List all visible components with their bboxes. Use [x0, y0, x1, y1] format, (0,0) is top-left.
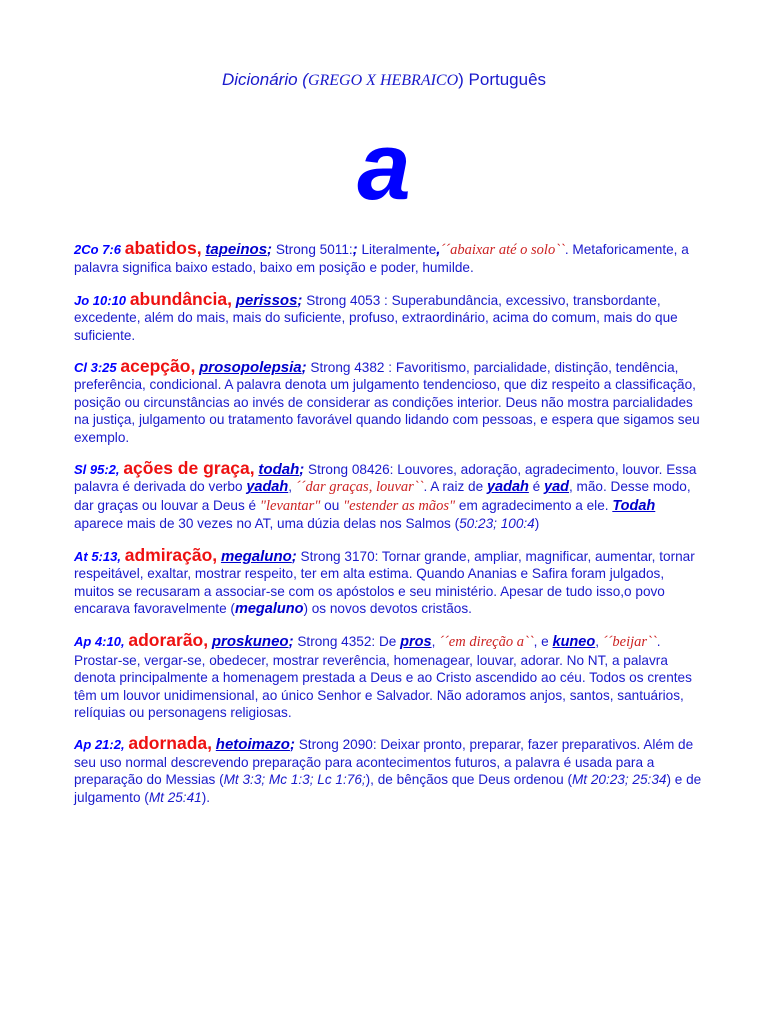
entry-text: , mão. Desse modo, dar graças ou louvar a Deus é [74, 479, 691, 513]
entry-text: ) os novos devotos cristãos. [303, 600, 472, 616]
entry-acepcao [74, 358, 704, 446]
entry-text: Strong 4382 : Favoritismo, parcialidade, distinção, tendência, preferência, condicional. A palavra denota um julgamento tendencioso, que diz respeito a classificação, posição ou circunstâncias ao invés de considerar as condições interior. Deus não mostra parcialidades na justiça, julgamento ou tratamento favorável quando lidando com pessoas, e espera que sigamos seu exemplo. [74, 360, 700, 445]
entry-admiracao [74, 544, 704, 619]
entry-text: Strong 2090: Deixar pronto, preparar, fazer preparativos. Além de seu uso normal descrevendo preparação para acontecimentos futuros, a palavra é usada para a preparação do Messias ( [74, 737, 694, 788]
entry-semicolon: ; [288, 633, 294, 651]
entry-references: 50:23; 100:4 [459, 516, 535, 532]
entry-reference: Jo 10:10 [74, 292, 127, 308]
entry-abatidos [74, 240, 704, 277]
entry-comma: , [436, 241, 441, 258]
entry-quote: ´´beijar`` [602, 634, 657, 651]
entry-original-word: proskuneo [211, 633, 289, 651]
entry-word: yadah [486, 479, 529, 496]
entry-headword: adornada, [128, 733, 212, 754]
entry-original-word: prosopolepsia [199, 359, 302, 377]
entry-quote: ´´em direção a`` [439, 634, 534, 651]
entry-word: yad [544, 479, 569, 496]
entry-text: , e [533, 634, 553, 650]
entry-headword: abundância, [129, 288, 232, 309]
entry-text: ou [320, 497, 344, 513]
entry-reference: Ap 21:2, [74, 737, 125, 753]
entry-text: . Prostar-se, vergar-se, obedecer, mostrar reverência, homenagear, louvar, adorar. No NT, a palavra denota principalmente a homenagem prestada a Deus e ao Cristo ascendido ao céu. Todos os crentes têm um louvor unidimensional, ao único Senhor e Salvador. Não adoramos anjos, santos, santuários, relíquias ou personagens religiosas. [74, 634, 692, 720]
entry-text: aparece mais de 30 vezes no AT, uma dúzia delas nos Salmos ( [74, 516, 460, 532]
entry-text: Literalmente [357, 242, 437, 257]
entry-semicolon-2: ; [352, 241, 358, 258]
entry-semicolon: ; [291, 547, 297, 565]
entry-adornada [74, 735, 704, 806]
entry-text: , [431, 634, 440, 650]
entry-references: Mt 20:23; 25:34 [571, 772, 667, 788]
entry-original-word: megaluno [220, 547, 292, 565]
entry-text: , [288, 479, 296, 495]
entry-quote: ´´dar graças, louvar`` [295, 479, 424, 496]
entry-headword: adorarão, [128, 630, 209, 651]
entry-text: ), de bênçãos que Deus ordenou ( [365, 772, 572, 788]
entry-text: Strong 4053 : Superabundância, excessivo, transbordante, excedente, além do mais, mais do suficiente, profuso, extraordinário, acima do comum, mais do que suficiente. [74, 292, 678, 343]
entry-text: Strong 3170: Tornar grande, ampliar, magnificar, aumentar, tornar respeitável, exaltar, mostrar respeito, ter em alta estima. Quando Ananias e Safira foram julgados, muitos se recusaram a associar-se com os apóstolos e seu ministério. Apesar de tudo isso,o povo encarava favoravelmente ( [74, 548, 695, 616]
entry-text: ) e de julgamento ( [74, 772, 702, 805]
entry-text: ) [534, 516, 540, 532]
entry-text: é [528, 479, 544, 495]
entry-word: yadah [246, 479, 289, 496]
entry-semicolon: ; [289, 736, 295, 754]
entry-word: Todah [612, 497, 656, 514]
entry-quote: "estender as mãos" [343, 497, 456, 514]
entry-text: . A raiz de [423, 479, 487, 495]
entry-abundancia [74, 288, 704, 344]
entry-quote: ´´abaixar até o solo`` [440, 242, 565, 258]
entry-word: pros [400, 634, 432, 651]
section-letter: a [357, 113, 411, 220]
entry-text: , [595, 634, 603, 650]
entry-text: Strong 4352: De [293, 634, 401, 650]
entry-reference: Ap 4:10, [74, 634, 125, 650]
title-part-2: GREGO X HEBRAICO [307, 72, 459, 89]
entry-semicolon: ; [301, 359, 307, 377]
entry-adorarao [74, 632, 704, 721]
entry-text: . Metaforicamente, a palavra significa baixo estado, baixo em posição e poder, humilde. [74, 242, 689, 276]
entry-original-word: hetoimazo [215, 736, 290, 754]
entry-quote: "levantar" [259, 497, 321, 514]
entry-original-word: tapeinos [205, 241, 268, 258]
title-part-3: ) Português [458, 70, 547, 89]
entry-headword: ações de graça, [123, 458, 255, 479]
dictionary-entries [74, 240, 704, 820]
entry-reference: At 5:13, [74, 548, 121, 564]
entry-references: Mt 25:41 [148, 789, 202, 805]
entry-reference: Cl 3:25 [74, 360, 117, 376]
entry-semicolon: ; [299, 461, 305, 479]
entry-references: Mt 3:3; Mc 1:3; Lc 1:76; [223, 772, 366, 788]
entry-original-word: perissos [235, 291, 298, 309]
entry-headword: admiração, [124, 544, 218, 565]
entry-text: em agradecimento a ele. [455, 497, 613, 513]
entry-text: Strong 08426: Louvores, adoração, agradecimento, louvor. Essa palavra é derivada do verbo [74, 462, 697, 495]
entry-original-word: todah [258, 461, 300, 479]
entry-semicolon: ; [297, 291, 303, 309]
title-part-1: Dicionário ( [221, 70, 308, 89]
entry-text: ). [201, 789, 211, 805]
entry-acoes-de-graca [74, 460, 704, 533]
entry-strong: Strong 5011: [272, 242, 353, 257]
entry-reference: Sl 95:2, [74, 462, 120, 478]
entry-word: megaluno [234, 600, 304, 617]
entry-reference: 2Co 7:6 [74, 242, 121, 257]
entry-headword: acepção, [120, 356, 196, 377]
entry-semicolon: ; [267, 241, 273, 258]
entry-headword: abatidos, [124, 238, 202, 258]
entry-word: kuneo [552, 634, 596, 651]
page-title [0, 70, 768, 90]
